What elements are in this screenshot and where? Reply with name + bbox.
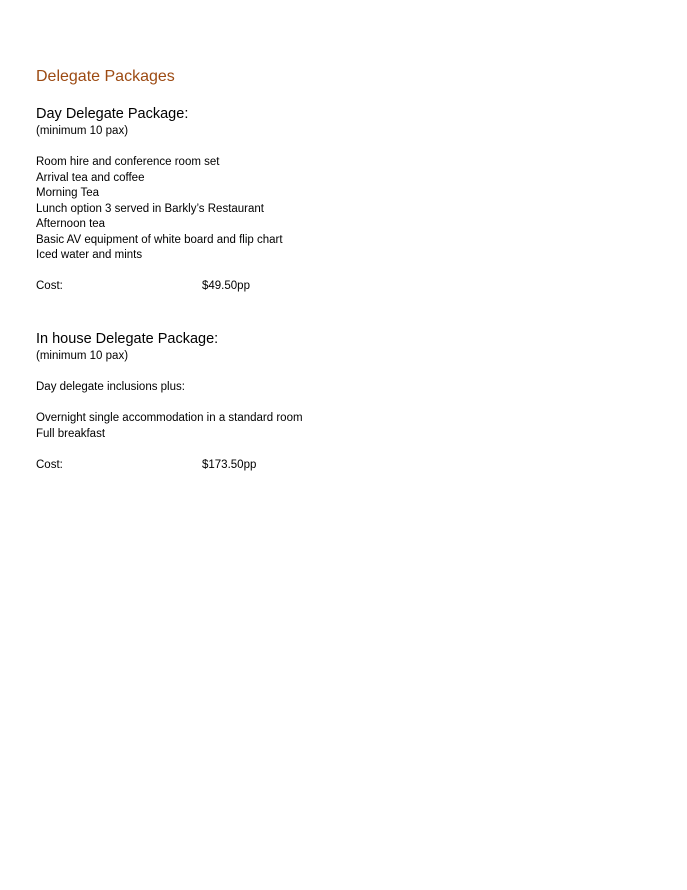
day-package-inclusions-list	[36, 155, 656, 264]
inhouse-package-cost-row	[36, 458, 656, 474]
day-package-heading: Day Delegate Package:	[36, 106, 189, 122]
day-delegate-package-section	[36, 105, 656, 295]
inhouse-package-inclusions-list	[36, 411, 656, 442]
list-item: Iced water and mints	[36, 249, 143, 261]
cost-label: Cost:	[36, 458, 63, 471]
list-item: Full breakfast	[36, 427, 106, 440]
spacer	[36, 140, 656, 156]
list-item: Basic AV equipment of white board and flip chart	[36, 233, 283, 246]
document-title: Delegate Packages	[36, 68, 175, 85]
inhouse-package-heading: In house Delegate Package:	[36, 331, 219, 347]
cost-value: $173.50pp	[202, 458, 257, 471]
cost-value: $49.50pp	[202, 280, 250, 292]
inhouse-delegate-package-section	[36, 330, 656, 473]
inhouse-package-intro: Day delegate inclusions plus:	[36, 381, 185, 393]
inhouse-package-minimum: (minimum 10 pax)	[36, 350, 129, 362]
spacer	[36, 396, 656, 412]
list-item: Overnight single accommodation in a standard room	[36, 412, 303, 424]
day-package-minimum: (minimum 10 pax)	[36, 125, 129, 137]
spacer	[36, 365, 656, 381]
list-item: Lunch option 3 served in Barkly’s Restaurant	[36, 202, 265, 215]
spacer	[36, 442, 656, 458]
day-package-cost-row	[36, 279, 656, 295]
list-item: Arrival tea and coffee	[36, 171, 145, 184]
list-item: Afternoon tea	[36, 218, 106, 230]
list-item: Room hire and conference room set	[36, 156, 220, 168]
list-item: Morning Tea	[36, 187, 100, 199]
cost-label: Cost:	[36, 280, 63, 292]
spacer	[36, 264, 656, 280]
